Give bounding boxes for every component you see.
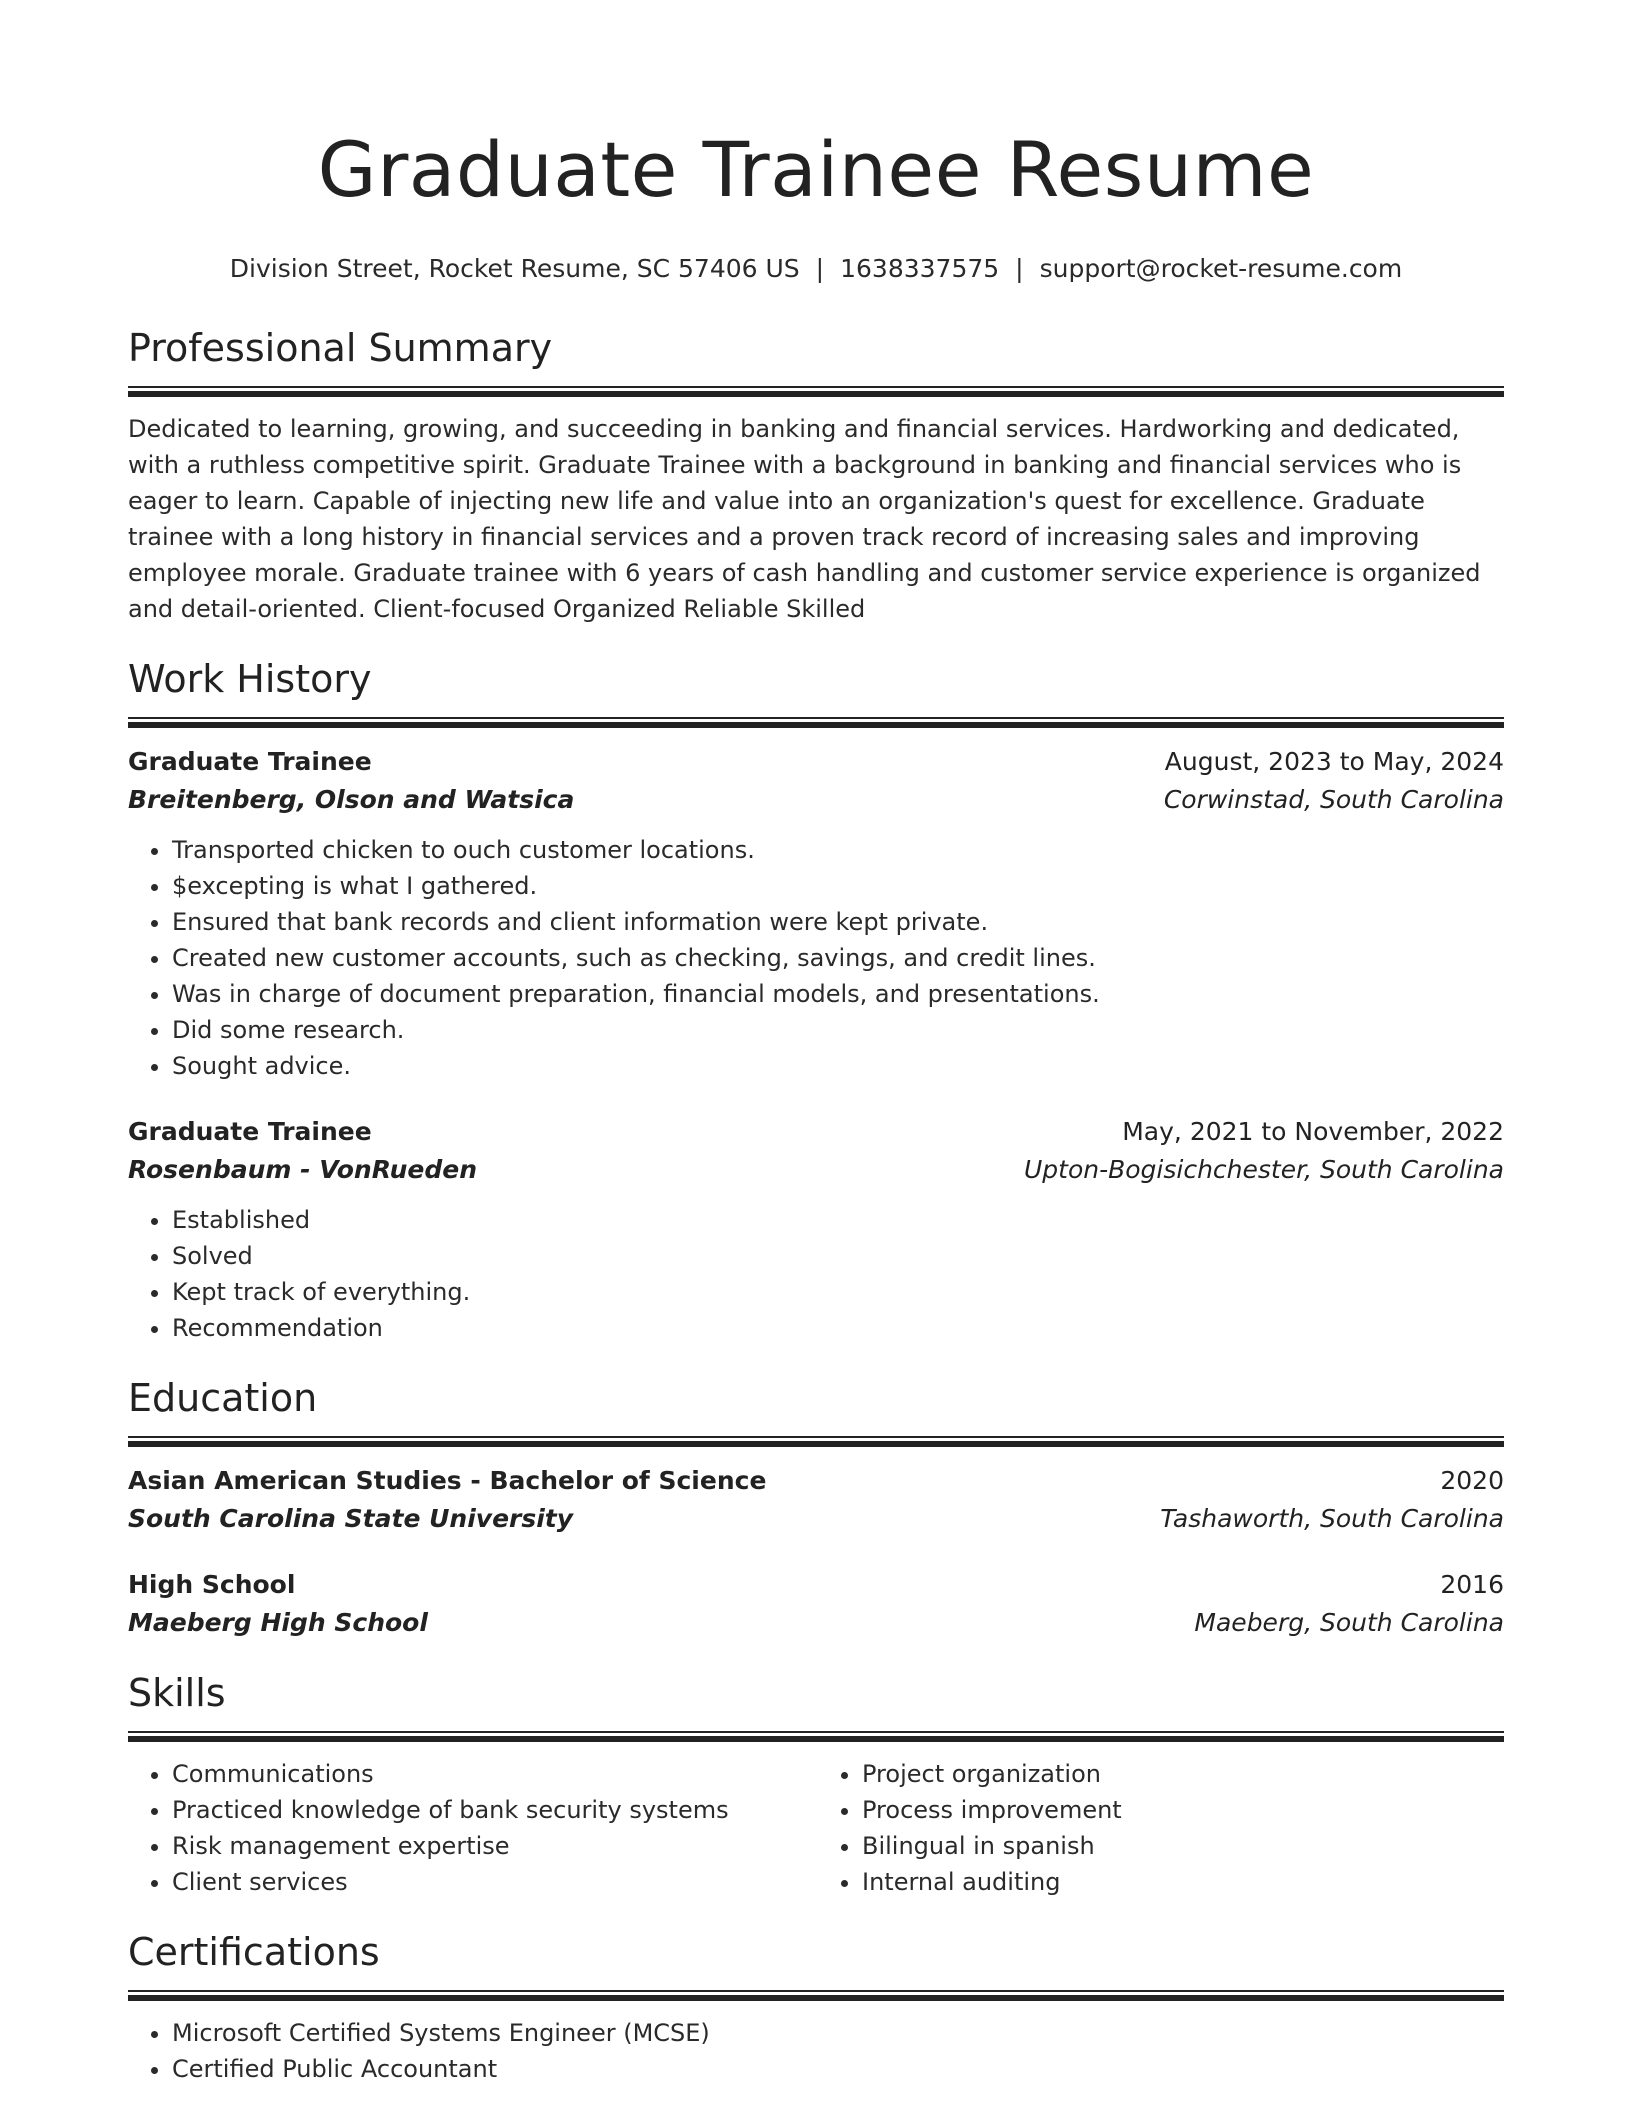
list-item: • Client services (172, 1864, 816, 1900)
job-title: Graduate Trainee (128, 1117, 372, 1146)
job-location: Corwinstad, South Carolina (1163, 785, 1504, 814)
contact-email: support@rocket-resume.com (1039, 254, 1403, 283)
list-item: • Internal auditing (862, 1864, 1504, 1900)
work-entry (128, 1114, 1504, 1346)
education-entry (128, 1567, 1504, 1641)
company-name: Rosenbaum - VonRueden (128, 1155, 477, 1184)
contact-line (128, 252, 1504, 286)
job-dates: May, 2021 to November, 2022 (1122, 1117, 1504, 1146)
contact-separator: | (1015, 254, 1024, 283)
section-skills (128, 1667, 1504, 1900)
list-item: • Was in charge of document preparation, financial models, and presentations. (172, 976, 1504, 1012)
school-location: Maeberg, South Carolina (1194, 1608, 1504, 1637)
summary-text: Dedicated to learning, growing, and succeeding in banking and financial services. Hardworking and dedicated, with a ruthless competitive spirit. Graduate Trainee with a background in banking and financial services who is eager to learn. Capable of injecting new life and value into an organization's quest for excellence. Graduate trainee with a long history in financial services and a proven track record of increasing sales and improving employee morale. Graduate trainee with 6 years of cash handling and customer service experience is organized and detail-oriented. Client-focused Organized Reliable Skilled (128, 415, 1481, 623)
list-item: • Communications (172, 1756, 816, 1792)
list-item: • Kept track of everything. (172, 1274, 1504, 1310)
section-rule (128, 1990, 1504, 2001)
list-item: • Did some research. (172, 1012, 1504, 1048)
section-heading: Skills (128, 1671, 226, 1715)
list-item: • Sought advice. (172, 1048, 1504, 1084)
list-item: • Certified Public Accountant (172, 2051, 1504, 2087)
school-name: Maeberg High School (128, 1608, 428, 1637)
degree-name: Asian American Studies - Bachelor of Science (128, 1466, 767, 1495)
certifications-list (128, 2015, 1504, 2087)
section-work-history (128, 653, 1504, 1346)
company-name: Breitenberg, Olson and Watsica (128, 785, 575, 814)
list-item: • Transported chicken to ouch customer locations. (172, 832, 1504, 868)
job-duties-list (128, 832, 1504, 1084)
skills-list-left (128, 1756, 816, 1900)
list-item: • Bilingual in spanish (862, 1828, 1504, 1864)
contact-separator: | (815, 254, 825, 283)
section-rule (128, 386, 1504, 397)
list-item: • Process improvement (862, 1792, 1504, 1828)
skills-grid (128, 1756, 1504, 1900)
job-location: Upton-Bogisichchester, South Carolina (1023, 1155, 1504, 1184)
job-title: Graduate Trainee (128, 747, 372, 776)
section-certifications (128, 1926, 1504, 2087)
section-summary (128, 322, 1504, 627)
degree-name: High School (128, 1570, 296, 1599)
section-heading: Professional Summary (128, 326, 553, 370)
school-name: South Carolina State University (128, 1504, 574, 1533)
list-item: • Ensured that bank records and client information were kept private. (172, 904, 1504, 940)
list-item: • Recommendation (172, 1310, 1504, 1346)
list-item: • Created new customer accounts, such as checking, savings, and credit lines. (172, 940, 1504, 976)
job-duties-list (128, 1202, 1504, 1346)
graduation-year: 2016 (1440, 1570, 1504, 1599)
section-heading: Work History (128, 657, 372, 701)
education-entry (128, 1463, 1504, 1537)
section-heading: Education (128, 1376, 318, 1420)
list-item: • Solved (172, 1238, 1504, 1274)
contact-phone: 1638337575 (840, 254, 1000, 283)
section-education (128, 1372, 1504, 1641)
section-heading: Certifications (128, 1930, 380, 1974)
school-location: Tashaworth, South Carolina (1160, 1504, 1504, 1533)
skills-list-right (816, 1756, 1504, 1900)
section-rule (128, 1436, 1504, 1447)
list-item: • Microsoft Certified Systems Engineer (MCSE) (172, 2015, 1504, 2051)
section-rule (128, 1731, 1504, 1742)
list-item: • Risk management expertise (172, 1828, 816, 1864)
job-dates: August, 2023 to May, 2024 (1164, 747, 1504, 776)
resume-title: Graduate Trainee Resume (317, 125, 1315, 214)
work-entry (128, 744, 1504, 1084)
section-rule (128, 717, 1504, 728)
graduation-year: 2020 (1440, 1466, 1504, 1495)
contact-address: Division Street, Rocket Resume, SC 57406 US (229, 254, 800, 283)
list-item: • $excepting is what I gathered. (172, 868, 1504, 904)
list-item: • Established (172, 1202, 1504, 1238)
list-item: • Practiced knowledge of bank security systems (172, 1792, 816, 1828)
list-item: • Project organization (862, 1756, 1504, 1792)
